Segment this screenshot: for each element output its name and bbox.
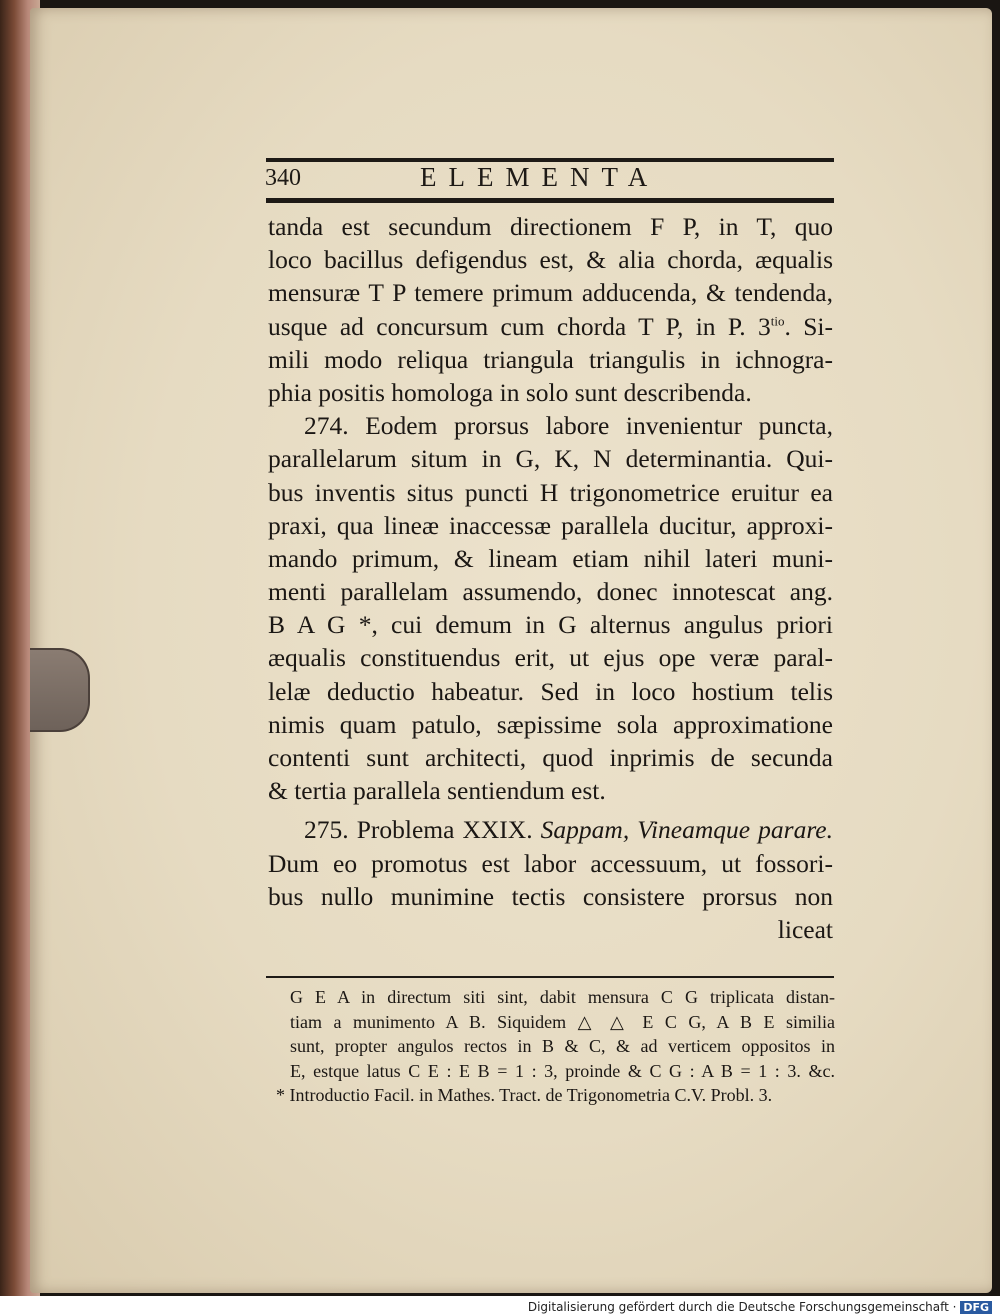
text-line: bus inventis situs puncti H trigonometrice eruitur ea [268,477,833,507]
footnotes [276,985,835,1108]
footnote-line: sunt, propter angulos rectos in B & C, & ad verticem oppositos in [290,1036,835,1056]
footnote-line: tiam a munimento A B. Siquidem △ △ E C G, A B E similia [290,1011,835,1032]
footnote-reference: * Introductio Facil. in Mathes. Tract. de Trigonometria C.V. Probl. 3. [276,1085,773,1105]
footnote-rule [266,976,834,978]
paragraph-275-start [268,813,833,846]
page-clip [30,648,90,732]
text-line: Dum eo promotus est labor accessuum, ut fossori- [268,848,833,878]
problem-heading: 275. Problema XXIX. [304,815,541,845]
running-head: ELEMENTA [420,162,660,192]
dfg-logo: DFG [960,1301,992,1314]
text-line: mensuræ T P temere primum adducenda, & tendenda, [268,278,833,308]
text-line: contenti sunt architecti, quod inprimis de secunda [268,743,833,772]
footnote-line: E, estque latus C E : E B = 1 : 3, proinde & C G : A B = 1 : 3. &c. [290,1060,835,1081]
text-line: lelæ deductio habeatur. Sed in loco hostium telis [268,676,833,706]
text-line: menti parallelam assumendo, donec innotescat ang. [268,577,833,607]
text-line: B A G *, cui demum in G alternus angulus priori [268,610,833,640]
credit-text: Digitalisierung gefördert durch die Deutsche Forschungsgemeinschaft · [527,1300,957,1314]
text-line: phia positis homologa in solo sunt describenda. [268,377,752,407]
superscript: tio [770,313,785,329]
text-line: tanda est secundum directionem F P, in T, quo [268,212,833,241]
credit-bar [0,1296,1000,1316]
page-number: 340 [265,165,301,191]
text-line: praxi, qua lineæ inaccessæ parallela ducitur, approxi- [268,510,833,540]
header-rule-bottom [266,198,834,203]
footnote-line: G E A in directum siti sint, dabit mensura C G triplicata distan- [290,987,835,1007]
text-line: loco bacillus defigendus est, & alia chorda, æqualis [268,245,833,275]
text-span: usque ad concursum cum chorda T P, in P. 3 [268,311,771,341]
paragraph-274-start: 274. Eodem prorsus labore invenientur puncta, [304,411,833,441]
text-line: parallelarum situm in G, K, N determinantia. Qui- [268,444,833,474]
text-line: æqualis constituendus erit, ut ejus ope veræ paral- [268,643,833,673]
text-line [268,310,833,343]
text-line: & tertia parallela sentiendum est. [268,776,606,806]
text-line: bus nullo munimine tectis consistere prorsus non [268,881,833,911]
text-span: . Si- [784,311,833,341]
text-line: mando primum, & lineam etiam nihil lateri muni- [268,543,833,573]
catchword: liceat [777,914,833,944]
problem-title-italic: Sappam, Vineamque parare. [540,815,833,845]
text-line: nimis quam patulo, sæpissime sola approximatione [268,709,833,739]
body-text [268,210,833,946]
page-header [265,162,835,196]
credit-line [528,1300,992,1314]
text-line: mili modo reliqua triangula triangulis in ichnogra- [268,344,833,374]
